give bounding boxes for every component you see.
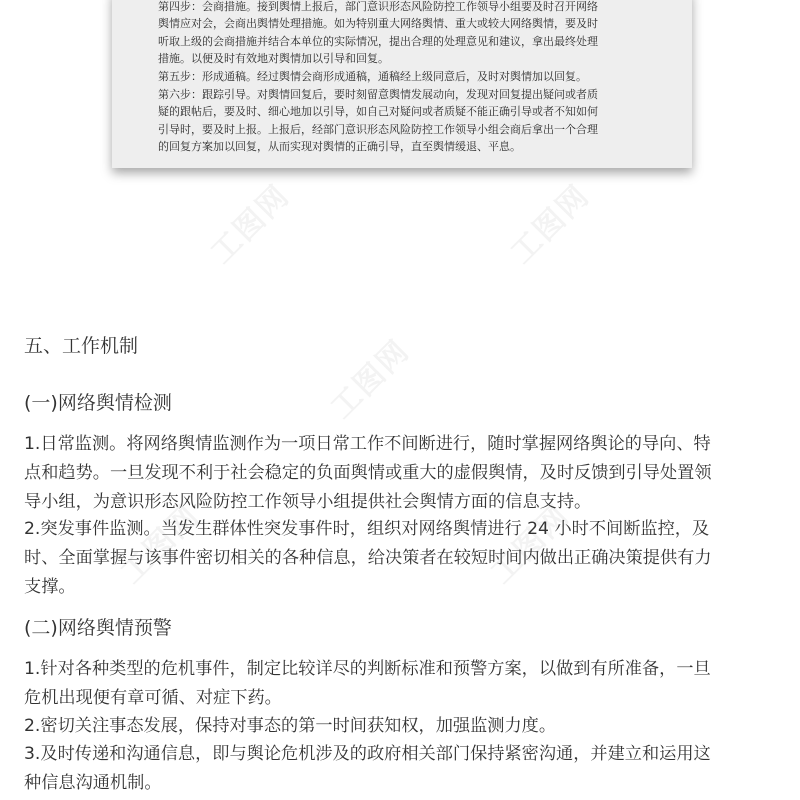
preview-line: 听取上级的会商措施并结合本单位的实际情况，提出合理的处理意见和建议，拿出最终处理 xyxy=(158,34,598,48)
preview-line: 舆情应对会，会商出舆情处理措施。如为特别重大网络舆情、重大或较大网络舆情，要及时 xyxy=(158,17,598,31)
paragraph-emergency-monitoring xyxy=(24,515,784,602)
subsection-title-warning: (二)网络舆情预警 xyxy=(24,617,172,639)
preview-line: 的回复方案加以回复，从而实现对舆情的正确引导，直至舆情缓退、平息。 xyxy=(158,140,521,154)
watermark: 工图网 xyxy=(114,498,207,591)
paragraph-warning-1 xyxy=(24,655,784,713)
preview-line: 第六步：跟踪引导。对舆情回复后，要时刻留意舆情发展动向，发现对回复提出疑问或者质 xyxy=(158,87,598,101)
watermark: 工图网 xyxy=(484,498,577,591)
paragraph-line: 2.突发事件监测。当发生群体性突发事件时，组织对网络舆情进行 24 小时不间断监控，及 xyxy=(24,519,710,539)
preview-line: 措施。以便及时有效地对舆情加以引导和回复。 xyxy=(158,52,389,66)
paragraph-warning-2 xyxy=(24,712,784,741)
section-title: 五、工作机制 xyxy=(24,335,139,357)
paragraph-line: 1.针对各种类型的危机事件，制定比较详尽的判断标准和预警方案，以做到有所准备，一旦 xyxy=(24,659,711,679)
paragraph-line: 时、全面掌握与该事件密切相关的各种信息，给决策者在较短时间内做出正确决策提供有力 xyxy=(24,548,712,568)
paragraph-line: 点和趋势。一旦发现不利于社会稳定的负面舆情或重大的虚假舆情，及时反馈到引导处置领 xyxy=(24,463,712,483)
paragraph-warning-3 xyxy=(24,740,784,798)
preview-line: 疑的跟帖后，要及时、细心地加以引导，如自己对疑问或者质疑不能正确引导或者不知如何 xyxy=(158,105,598,119)
paragraph-line: 1.日常监测。将网络舆情监测作为一项日常工作不间断进行，随时掌握网络舆论的导向、特 xyxy=(24,434,711,454)
subsection-title-monitoring: (一)网络舆情检测 xyxy=(24,392,172,414)
preview-line: 第五步：形成通稿。经过舆情会商形成通稿，通稿经上级同意后，及时对舆情加以回复。 xyxy=(158,69,587,83)
document-preview-card xyxy=(112,0,692,168)
paragraph-line: 导小组，为意识形态风险防控工作领导小组提供社会舆情方面的信息支持。 xyxy=(24,492,592,512)
paragraph-line: 危机出现便有章可循、对症下药。 xyxy=(24,688,282,708)
preview-line: 第四步：会商措施。接到舆情上报后，部门意识形态风险防控工作领导小组要及时召开网络 xyxy=(158,0,598,13)
paragraph-line: 3.及时传递和沟通信息，即与舆论危机涉及的政府相关部门保持紧密沟通，并建立和运用这 xyxy=(24,744,711,764)
watermark: 工图网 xyxy=(204,178,297,271)
preview-line: 引导时，要及时上报。上报后，经部门意识形态风险防控工作领导小组会商后拿出一个合理 xyxy=(158,122,598,136)
paragraph-line: 支撑。 xyxy=(24,577,76,597)
paragraph-line: 种信息沟通机制。 xyxy=(24,773,162,793)
watermark: 工图网 xyxy=(504,178,597,271)
paragraph-daily-monitoring xyxy=(24,430,784,517)
paragraph-line: 2.密切关注事态发展，保持对事态的第一时间获知权，加强监测力度。 xyxy=(24,716,557,736)
document-preview-text xyxy=(158,0,678,156)
watermark: 工图网 xyxy=(324,333,417,426)
